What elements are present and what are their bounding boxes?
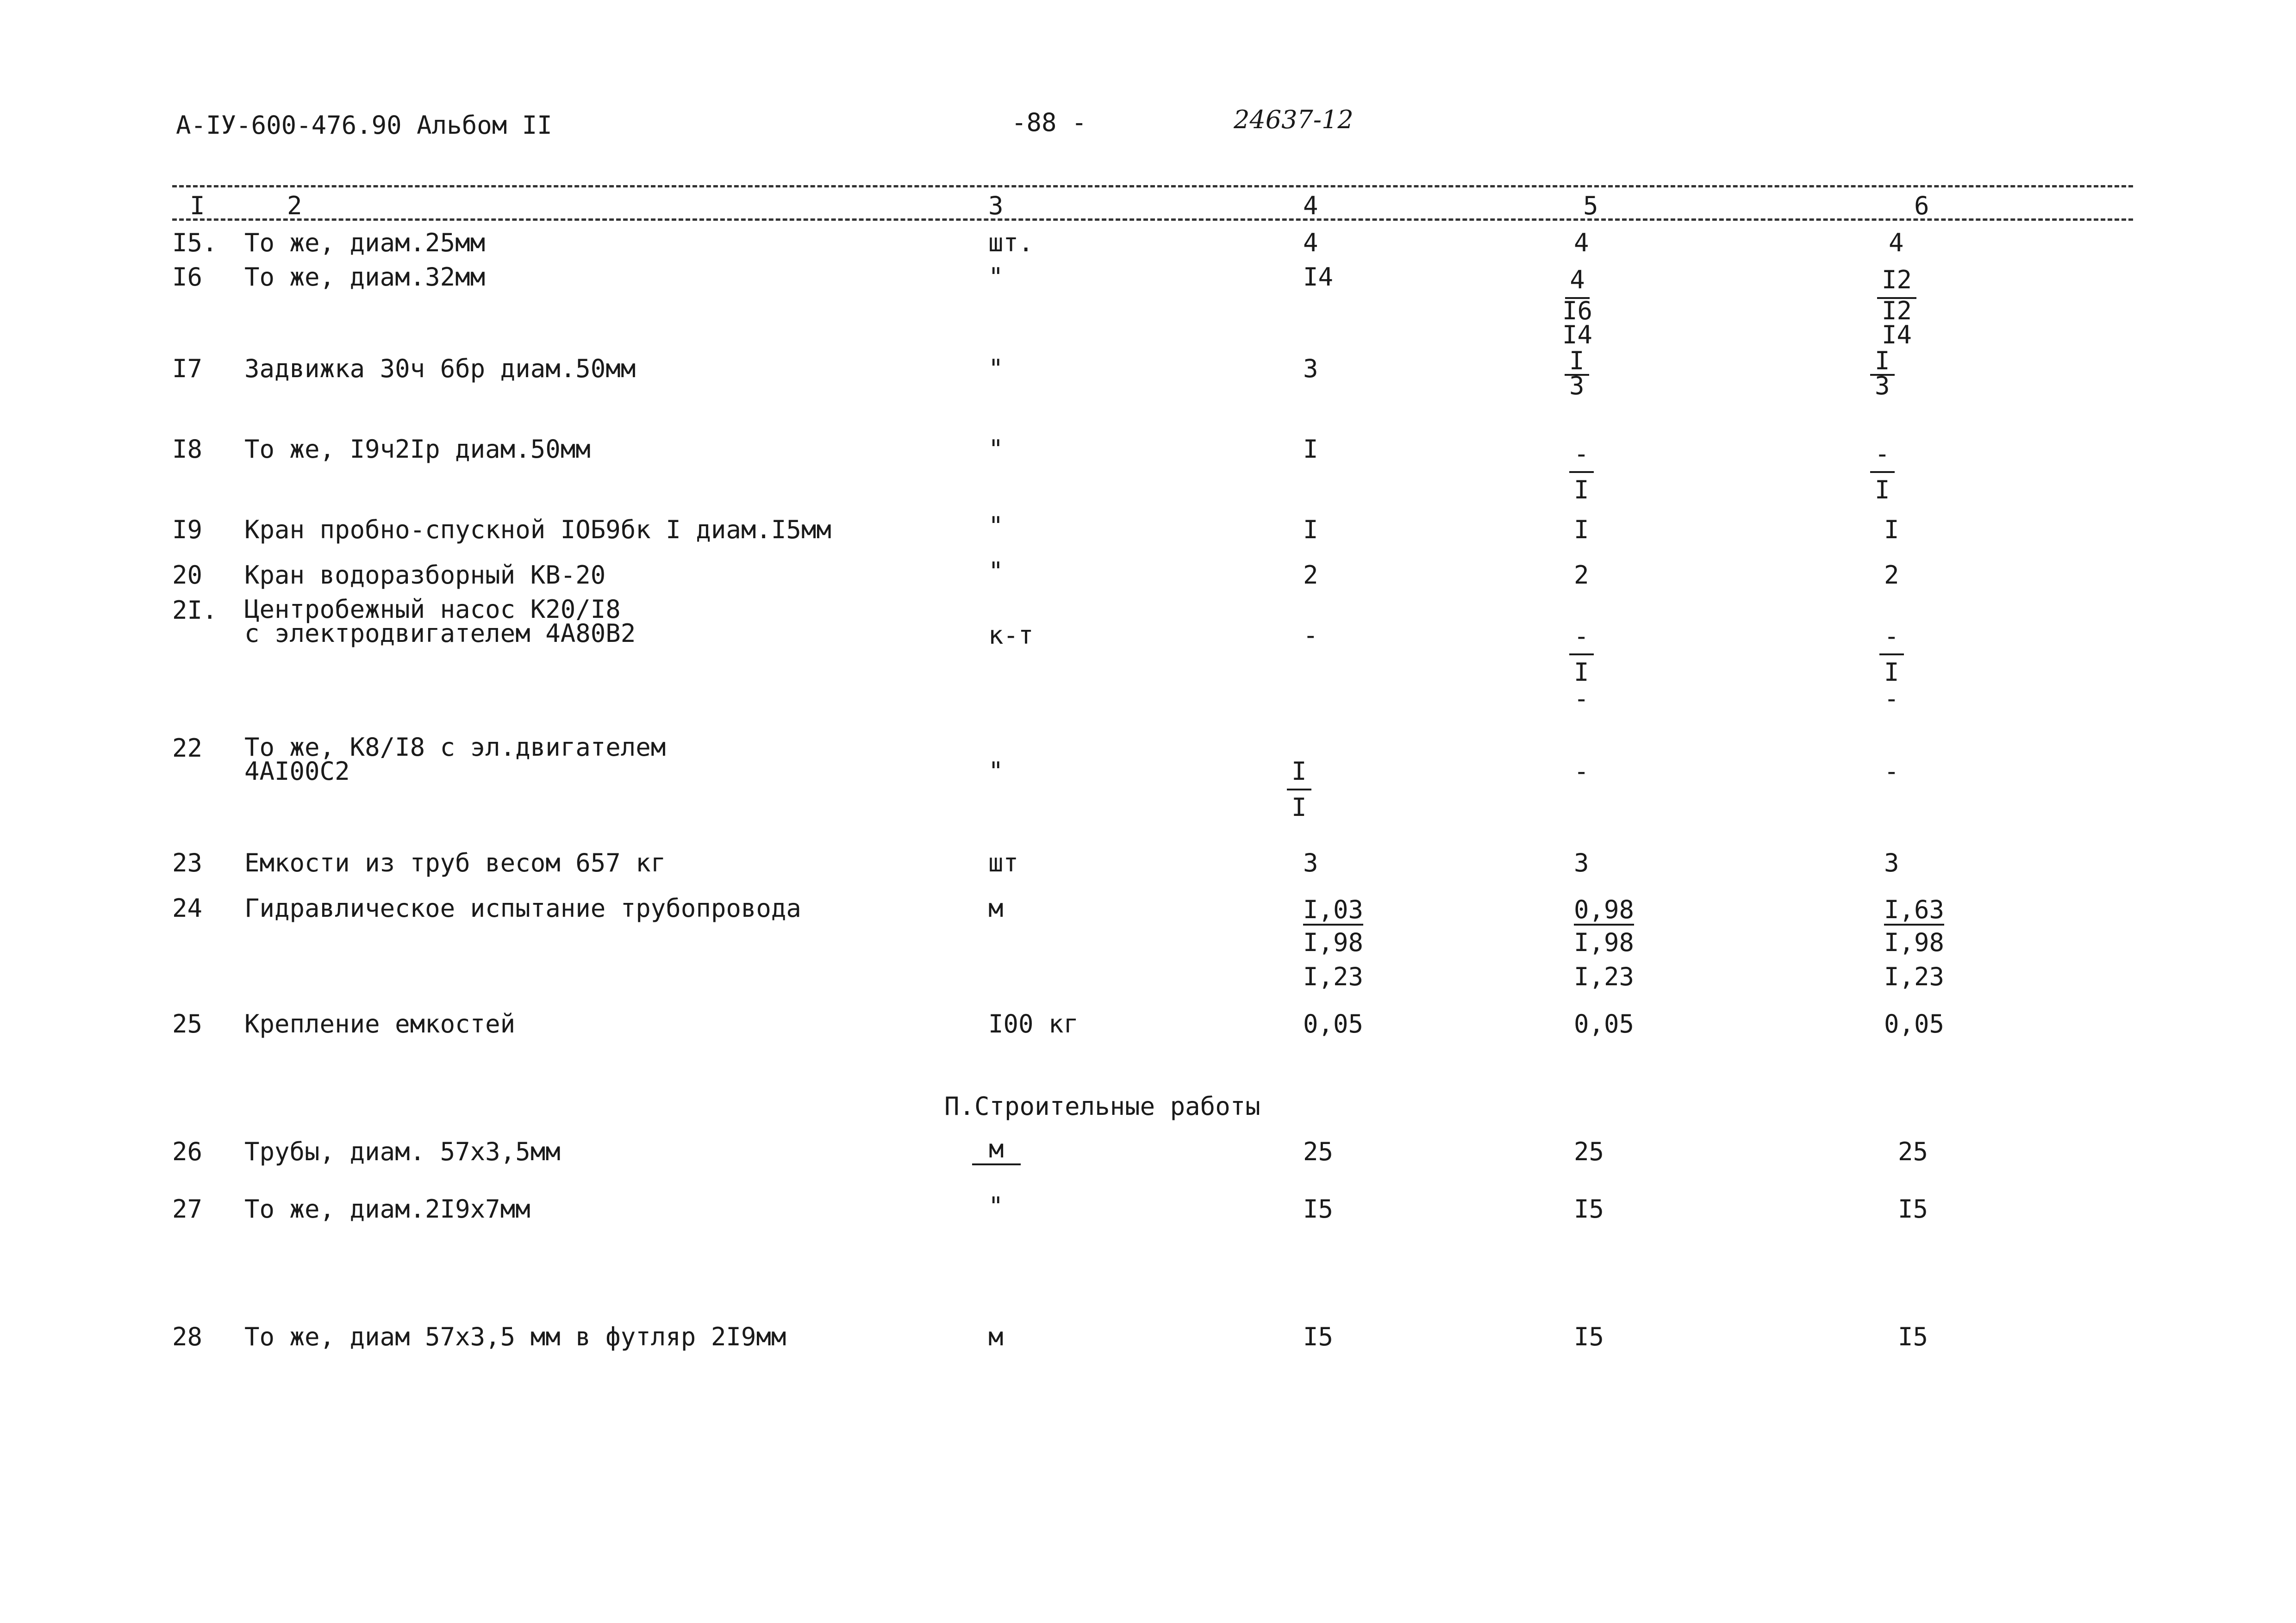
- value-col6-fraction: [1870, 437, 1895, 507]
- row-number: 24: [172, 894, 203, 923]
- row-number: 28: [172, 1322, 203, 1351]
- value-col5-fraction: [1562, 263, 1592, 347]
- value-col5: I5: [1574, 1322, 1604, 1351]
- col-header-5: 5: [1583, 191, 1598, 220]
- col-header-2: 2: [287, 191, 302, 220]
- denominator: I: [1574, 475, 1589, 504]
- unit: ": [988, 262, 1004, 292]
- value-col4: -: [1303, 621, 1318, 650]
- value-col5-fraction: [1569, 437, 1594, 507]
- value-col6-fraction: [1879, 619, 1904, 713]
- denominator-2: -: [1884, 684, 1899, 713]
- value-col6: 2: [1884, 560, 1899, 590]
- numerator: -: [1879, 619, 1904, 655]
- unit: м: [972, 1135, 1021, 1165]
- value-col6-fraction: [1877, 263, 1916, 347]
- value-col6: I: [1884, 515, 1899, 544]
- item-name-line2: 4АI00С2: [244, 757, 350, 786]
- numerator: I2: [1877, 263, 1916, 299]
- row-number: 22: [172, 734, 203, 763]
- unit: ": [988, 435, 1004, 464]
- document-code: А-IУ-600-476.90 Альбом II: [176, 111, 552, 140]
- value-col5: -: [1574, 757, 1589, 786]
- numerator: I: [1565, 348, 1589, 376]
- item-name: То же, I9ч2Iр диам.50мм: [244, 435, 591, 464]
- value-col5: 3: [1574, 848, 1589, 877]
- col-header-4: 4: [1303, 191, 1318, 220]
- unit: ": [988, 757, 1004, 786]
- value-col6: I5: [1898, 1322, 1928, 1351]
- value-col6-line2: I,98: [1884, 928, 1945, 957]
- denominator: I: [1875, 475, 1890, 504]
- value-col4: 4: [1303, 228, 1318, 257]
- numerator: 4: [1565, 263, 1590, 299]
- col-header-1: I: [190, 191, 205, 220]
- value-col5-line1: 0,98: [1574, 896, 1634, 926]
- row-number: 2I.: [172, 596, 218, 625]
- value-col5: 25: [1574, 1137, 1604, 1166]
- numerator: -: [1870, 437, 1895, 473]
- value-col4-line3: I,23: [1303, 962, 1364, 991]
- handwritten-number: 24637-12: [1234, 105, 1354, 134]
- unit: ": [988, 1192, 1004, 1221]
- numerator: -: [1569, 437, 1594, 473]
- value-col6: I5: [1898, 1194, 1928, 1224]
- value-col4: I4: [1303, 262, 1334, 292]
- denominator: I2: [1882, 296, 1912, 325]
- value-col5: 0,05: [1574, 1009, 1635, 1038]
- value-col5-line3: I,23: [1574, 962, 1635, 991]
- value-col5-fraction: [1565, 346, 1589, 400]
- col-header-3: 3: [988, 191, 1004, 220]
- item-name: То же, диам 57х3,5 мм в футляр 2I9мм: [244, 1322, 786, 1351]
- denominator: I6: [1562, 296, 1593, 325]
- item-name-line1: Центробежный насос К20/I8: [244, 595, 621, 624]
- item-name: То же, диам.2I9х7мм: [244, 1194, 530, 1224]
- unit: I00 кг: [988, 1009, 1079, 1038]
- denominator: I: [1292, 793, 1307, 822]
- unit: шт: [988, 848, 1019, 877]
- value-col5-fraction: [1569, 619, 1594, 713]
- row-number: 23: [172, 848, 203, 877]
- unit: м: [988, 894, 1004, 923]
- row-number: I8: [172, 435, 203, 464]
- value-col6: 25: [1898, 1137, 1928, 1166]
- row-number: I9: [172, 515, 203, 544]
- value-col6: 3: [1884, 848, 1899, 877]
- value-col4-line2: I,98: [1303, 928, 1364, 957]
- row-number: 26: [172, 1137, 203, 1166]
- item-name: Кран пробно-спускной IОБ9бк I диам.I5мм: [244, 515, 831, 544]
- numerator: -: [1569, 619, 1594, 655]
- unit: к-т: [988, 621, 1034, 650]
- item-name: То же, диам.25мм: [244, 228, 486, 257]
- section-title: П.Строительные работы: [944, 1092, 1260, 1121]
- page-number: -88 -: [1011, 108, 1087, 137]
- row-number: 25: [172, 1009, 203, 1038]
- value-col6-fraction: [1870, 346, 1895, 400]
- row-number: 20: [172, 560, 203, 590]
- value-col6-line1: I,63: [1884, 896, 1944, 926]
- value-col6: 4: [1889, 228, 1904, 257]
- unit: ": [988, 511, 1004, 541]
- value-col5: I: [1574, 515, 1589, 544]
- item-name: Трубы, диам. 57х3,5мм: [244, 1137, 561, 1166]
- value-col4: I5: [1303, 1194, 1334, 1224]
- value-col4: I5: [1303, 1322, 1334, 1351]
- header-rule-top: [172, 185, 2133, 187]
- denominator: I: [1884, 658, 1899, 687]
- row-number: I7: [172, 354, 203, 383]
- row-number: I5.: [172, 228, 218, 257]
- value-col4: 25: [1303, 1137, 1334, 1166]
- unit: ": [988, 557, 1004, 586]
- value-col6: -: [1884, 757, 1899, 786]
- value-col5: I5: [1574, 1194, 1604, 1224]
- value-col5-line2: I,98: [1574, 928, 1635, 957]
- value-col4: I: [1303, 515, 1318, 544]
- unit: м: [988, 1322, 1004, 1351]
- item-name: Гидравлическое испытание трубопровода: [244, 894, 801, 923]
- row-number: 27: [172, 1194, 203, 1224]
- value-col4: I: [1303, 435, 1318, 464]
- numerator: I: [1870, 348, 1895, 376]
- value-col6: 0,05: [1884, 1009, 1945, 1038]
- value-col4-fraction: [1287, 754, 1311, 825]
- value-col5: 4: [1574, 228, 1589, 257]
- unit: ": [988, 354, 1004, 383]
- header-rule-bottom: [172, 218, 2133, 221]
- item-name: Кран водоразборный КВ-20: [244, 560, 606, 590]
- item-name-line1: То же, К8/I8 с эл.двигателем: [244, 733, 666, 762]
- item-name: Задвижка 30ч 6бр диам.50мм: [244, 354, 636, 383]
- item-name: Крепление емкостей: [244, 1009, 516, 1038]
- denominator: 3: [1569, 371, 1585, 400]
- value-col4-line1: I,03: [1303, 896, 1363, 926]
- value-col4: 2: [1303, 560, 1318, 590]
- value-col4: 0,05: [1303, 1009, 1364, 1038]
- value-col4: 3: [1303, 354, 1318, 383]
- item-name: То же, диам.32мм: [244, 262, 486, 292]
- item-name: Емкости из труб весом 657 кг: [244, 848, 666, 877]
- row-number: I6: [172, 262, 203, 292]
- numerator: I: [1287, 754, 1311, 790]
- unit: шт.: [988, 228, 1034, 257]
- col-header-6: 6: [1914, 191, 1929, 220]
- value-col6-line3: I,23: [1884, 962, 1945, 991]
- denominator: I: [1574, 658, 1589, 687]
- denominator: 3: [1875, 371, 1890, 400]
- value-col4: 3: [1303, 848, 1318, 877]
- denominator-2: I4: [1882, 320, 1912, 349]
- item-name-line2: с электродвигателем 4А80В2: [244, 619, 636, 648]
- denominator-2: -: [1574, 684, 1589, 713]
- denominator-2: I4: [1562, 320, 1593, 349]
- value-col5: 2: [1574, 560, 1589, 590]
